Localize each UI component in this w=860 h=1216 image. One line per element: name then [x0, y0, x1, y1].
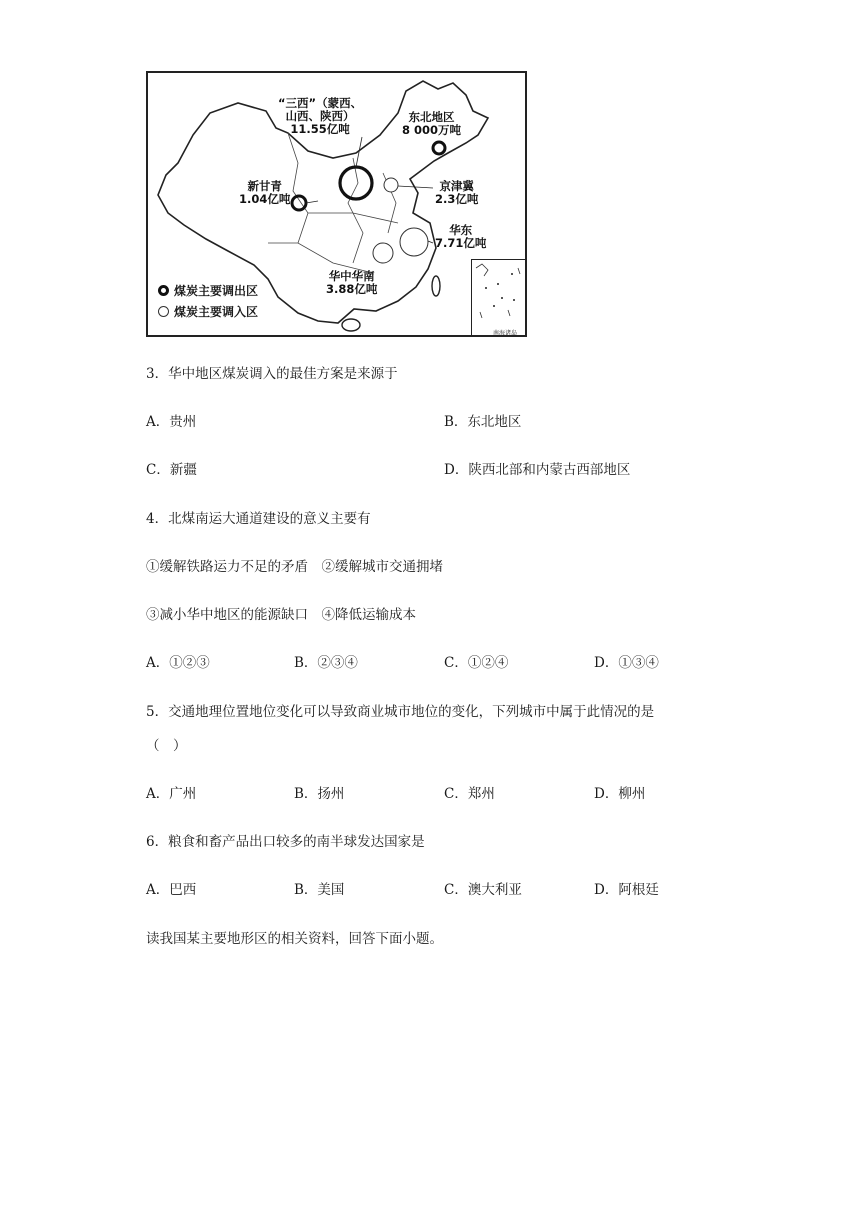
q5-option-b: B．扬州 — [294, 786, 345, 802]
huadong-import-circle — [400, 228, 428, 256]
dongbei-label: 东北地区 8 000万吨 — [402, 110, 462, 137]
q6-option-b: B．美国 — [294, 882, 345, 898]
q4-option-d: D．①③④ — [594, 655, 659, 671]
xinganqing-label: 新甘青 1.04亿吨 — [239, 179, 291, 206]
inset-islands — [472, 260, 526, 336]
dongbei-export-circle — [433, 142, 445, 154]
south-china-sea-inset — [471, 259, 527, 337]
huadong-label: 华东 7.71亿吨 — [435, 223, 487, 250]
inset-caption: 南海诸岛 — [493, 330, 518, 337]
taiwan-island — [432, 276, 440, 296]
q4-option-a: A．①②③ — [146, 655, 210, 671]
coal-flow-map — [146, 71, 527, 337]
hainan-island — [342, 319, 360, 331]
q4-stem: 4．北煤南运大通道建设的意义主要有 — [146, 511, 371, 527]
q4-option-b: B．②③④ — [294, 655, 358, 671]
xinganqing-export-circle — [292, 196, 306, 210]
q4-statement-1: ①缓解铁路运力不足的矛盾 ②缓解城市交通拥堵 — [146, 559, 443, 575]
q6-option-c: C．澳大利亚 — [444, 882, 522, 898]
q6-option-d: D．阿根廷 — [594, 882, 659, 898]
huazhong-label: 华中华南 3.88亿吨 — [326, 269, 378, 296]
q3-option-d: D．陕西北部和内蒙古西部地区 — [444, 462, 631, 478]
q5-option-d: D．柳州 — [594, 786, 646, 802]
q6-option-a: A．巴西 — [146, 882, 197, 898]
section-intro: 读我国某主要地形区的相关资料，回答下面小题。 — [146, 931, 443, 947]
q3-stem: 3．华中地区煤炭调入的最佳方案是来源于 — [146, 366, 398, 382]
q6-stem: 6．粮食和畜产品出口较多的南半球发达国家是 — [146, 834, 425, 850]
q5-answer-paren: （ ） — [146, 738, 187, 754]
jingjinji-import-circle — [384, 178, 398, 192]
sanxi-label: “三西”（蒙西、 山西、陕西） 11.55亿吨 — [278, 96, 363, 136]
q3-option-b: B．东北地区 — [444, 414, 522, 430]
legend-export: 煤炭主要调出区 — [158, 282, 258, 299]
q5-stem: 5．交通地理位置地位变化可以导致商业城市地位的变化，下列城市中属于此情况的是 — [146, 704, 655, 720]
jingjinji-label: 京津冀 2.3亿吨 — [435, 179, 479, 206]
q4-statement-2: ③减小华中地区的能源缺口 ④降低运输成本 — [146, 607, 416, 623]
q4-option-c: C．①②④ — [444, 655, 509, 671]
thin-ring-icon — [158, 306, 169, 317]
q5-option-c: C．郑州 — [444, 786, 495, 802]
q5-option-a: A．广州 — [146, 786, 197, 802]
huazhong-import-circle — [373, 243, 393, 263]
q3-option-a: A．贵州 — [146, 414, 197, 430]
q3-option-c: C．新疆 — [146, 462, 197, 478]
legend-import: 煤炭主要调入区 — [158, 303, 258, 320]
thick-ring-icon — [158, 285, 169, 296]
